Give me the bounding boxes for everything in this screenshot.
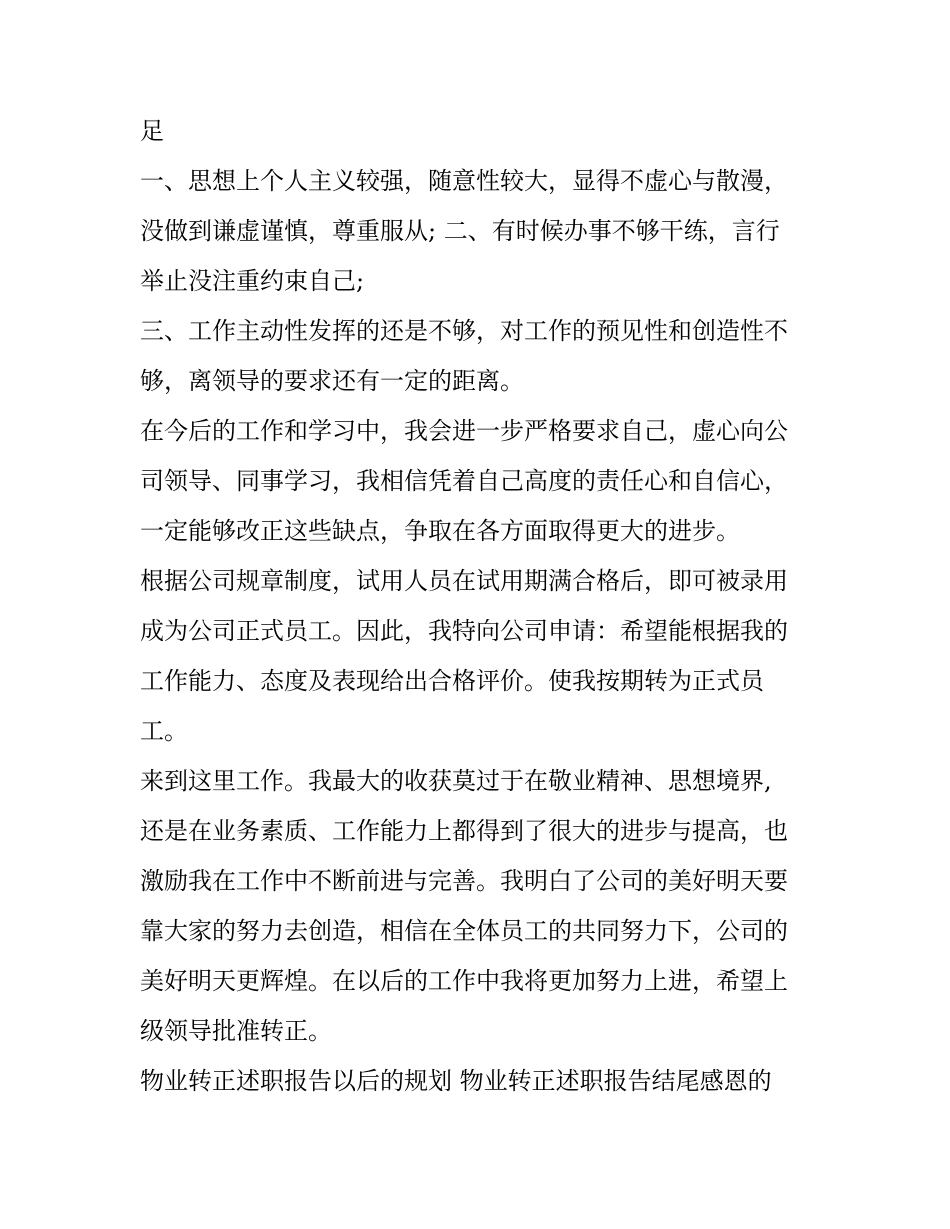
text-line: 工。 — [140, 717, 188, 745]
document-body — [140, 106, 830, 1106]
text-line: 司领导、同事学习，我相信凭着自己高度的责任心和自信心， — [140, 467, 788, 495]
text-line: 没做到谦虚谨慎，尊重服从; 二、有时候办事不够干练，言行 — [140, 217, 780, 245]
text-line: 靠大家的努力去创造，相信在全体员工的共同努力下，公司的 — [140, 917, 788, 945]
text-line: 够，离领导的要求还有一定的距离。 — [140, 367, 524, 395]
text-line: 足 — [140, 117, 164, 145]
text-line: 举止没注重约束自己; — [140, 267, 365, 295]
text-line: 一定能够改正这些缺点，争取在各方面取得更大的进步。 — [140, 517, 740, 545]
text-line: 来到这里工作。我最大的收获莫过于在敬业精神、思想境界, — [140, 767, 772, 795]
text-line: 工作能力、态度及表现给出合格评价。使我按期转为正式员 — [140, 667, 764, 695]
text-line: 还是在业务素质、工作能力上都得到了很大的进步与提高，也 — [140, 817, 788, 845]
text-line: 根据公司规章制度，试用人员在试用期满合格后，即可被录用 — [140, 567, 788, 595]
text-line: 成为公司正式员工。因此，我特向公司申请：希望能根据我的 — [140, 617, 788, 645]
text-line: 物业转正述职报告以后的规划 物业转正述职报告结尾感恩的 — [140, 1067, 772, 1095]
text-line: 激励我在工作中不断前进与完善。我明白了公司的美好明天要 — [140, 867, 788, 895]
text-line: 在今后的工作和学习中，我会进一步严格要求自己，虚心向公 — [140, 417, 788, 445]
text-line: 级领导批准转正。 — [140, 1017, 332, 1045]
text-line: 一、思想上个人主义较强，随意性较大，显得不虚心与散漫， — [140, 167, 788, 195]
text-line: 三、工作主动性发挥的还是不够，对工作的预见性和创造性不 — [140, 317, 788, 345]
text-line: 美好明天更辉煌。在以后的工作中我将更加努力上进，希望上 — [140, 967, 788, 995]
